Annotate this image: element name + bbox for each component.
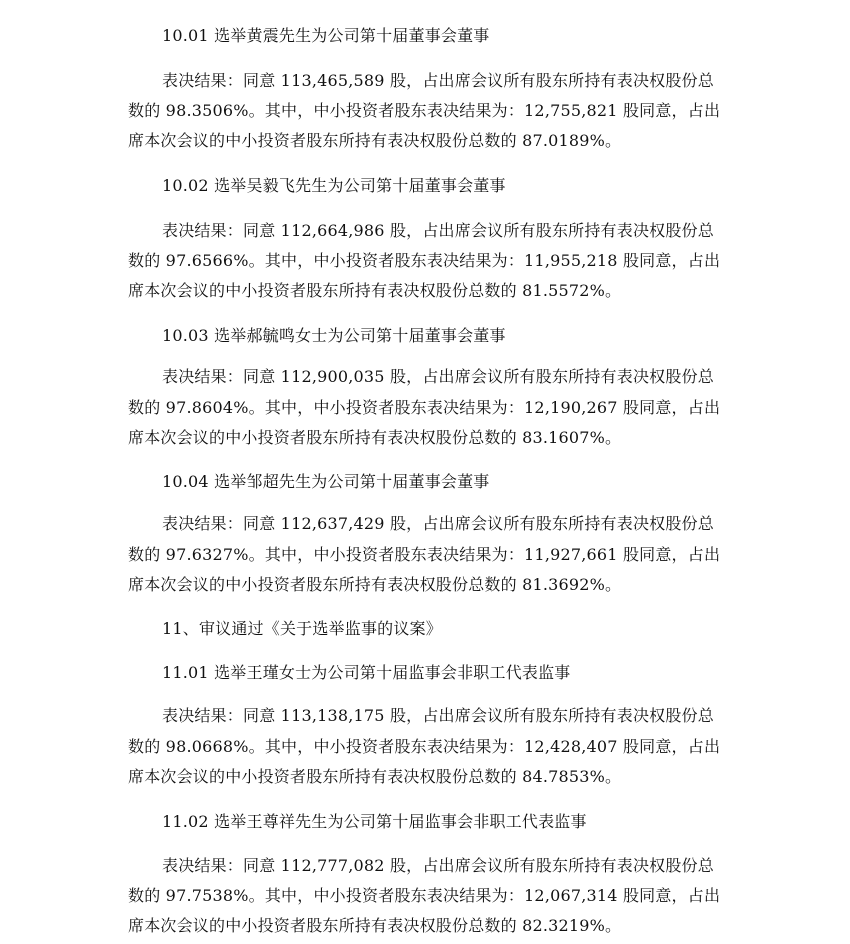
section-heading: 10.03 选举郝毓鸣女士为公司第十届董事会董事 xyxy=(162,326,506,345)
vote-result-line: 席本次会议的中小投资者股东所持有表决权股份总数的 87.0189%。 xyxy=(128,131,622,150)
vote-result-line: 表决结果：同意 113,465,589 股，占出席会议所有股东所持有表决权股份总 xyxy=(162,71,714,90)
vote-result-line: 表决结果：同意 112,637,429 股，占出席会议所有股东所持有表决权股份总 xyxy=(162,514,714,533)
vote-result-line: 席本次会议的中小投资者股东所持有表决权股份总数的 82.3219%。 xyxy=(128,916,622,935)
vote-result-line: 席本次会议的中小投资者股东所持有表决权股份总数的 81.3692%。 xyxy=(128,575,622,594)
vote-result-line: 数的 97.7538%。其中，中小投资者股东表决结果为：12,067,314 股同意，占出 xyxy=(128,886,721,905)
vote-result-line: 表决结果：同意 112,664,986 股，占出席会议所有股东所持有表决权股份总 xyxy=(162,221,714,240)
vote-result-line: 数的 97.6327%。其中，中小投资者股东表决结果为：11,927,661 股同意，占出 xyxy=(128,545,721,564)
section-heading: 11.01 选举王瑾女士为公司第十届监事会非职工代表监事 xyxy=(162,663,571,682)
vote-result-line: 数的 97.6566%。其中，中小投资者股东表决结果为：11,955,218 股同意，占出 xyxy=(128,251,721,270)
section-heading: 10.01 选举黄震先生为公司第十届董事会董事 xyxy=(162,26,490,45)
vote-result-line: 表决结果：同意 112,900,035 股，占出席会议所有股东所持有表决权股份总 xyxy=(162,367,714,386)
section-heading: 11.02 选举王尊祥先生为公司第十届监事会非职工代表监事 xyxy=(162,812,587,831)
vote-result-line: 数的 97.8604%。其中，中小投资者股东表决结果为：12,190,267 股同意，占出 xyxy=(128,398,721,417)
vote-result-line: 席本次会议的中小投资者股东所持有表决权股份总数的 83.1607%。 xyxy=(128,428,622,447)
vote-result-line: 数的 98.0668%。其中，中小投资者股东表决结果为：12,428,407 股同意，占出 xyxy=(128,737,721,756)
section-heading: 11、审议通过《关于选举监事的议案》 xyxy=(162,619,442,638)
vote-result-line: 表决结果：同意 113,138,175 股，占出席会议所有股东所持有表决权股份总 xyxy=(162,706,714,725)
vote-result-line: 数的 98.3506%。其中，中小投资者股东表决结果为：12,755,821 股同意，占出 xyxy=(128,101,721,120)
vote-result-line: 席本次会议的中小投资者股东所持有表决权股份总数的 84.7853%。 xyxy=(128,767,622,786)
vote-result-line: 表决结果：同意 112,777,082 股，占出席会议所有股东所持有表决权股份总 xyxy=(162,856,714,875)
section-heading: 10.02 选举吴毅飞先生为公司第十届董事会董事 xyxy=(162,176,506,195)
section-heading: 10.04 选举邹超先生为公司第十届董事会董事 xyxy=(162,472,490,491)
vote-result-line: 席本次会议的中小投资者股东所持有表决权股份总数的 81.5572%。 xyxy=(128,281,622,300)
